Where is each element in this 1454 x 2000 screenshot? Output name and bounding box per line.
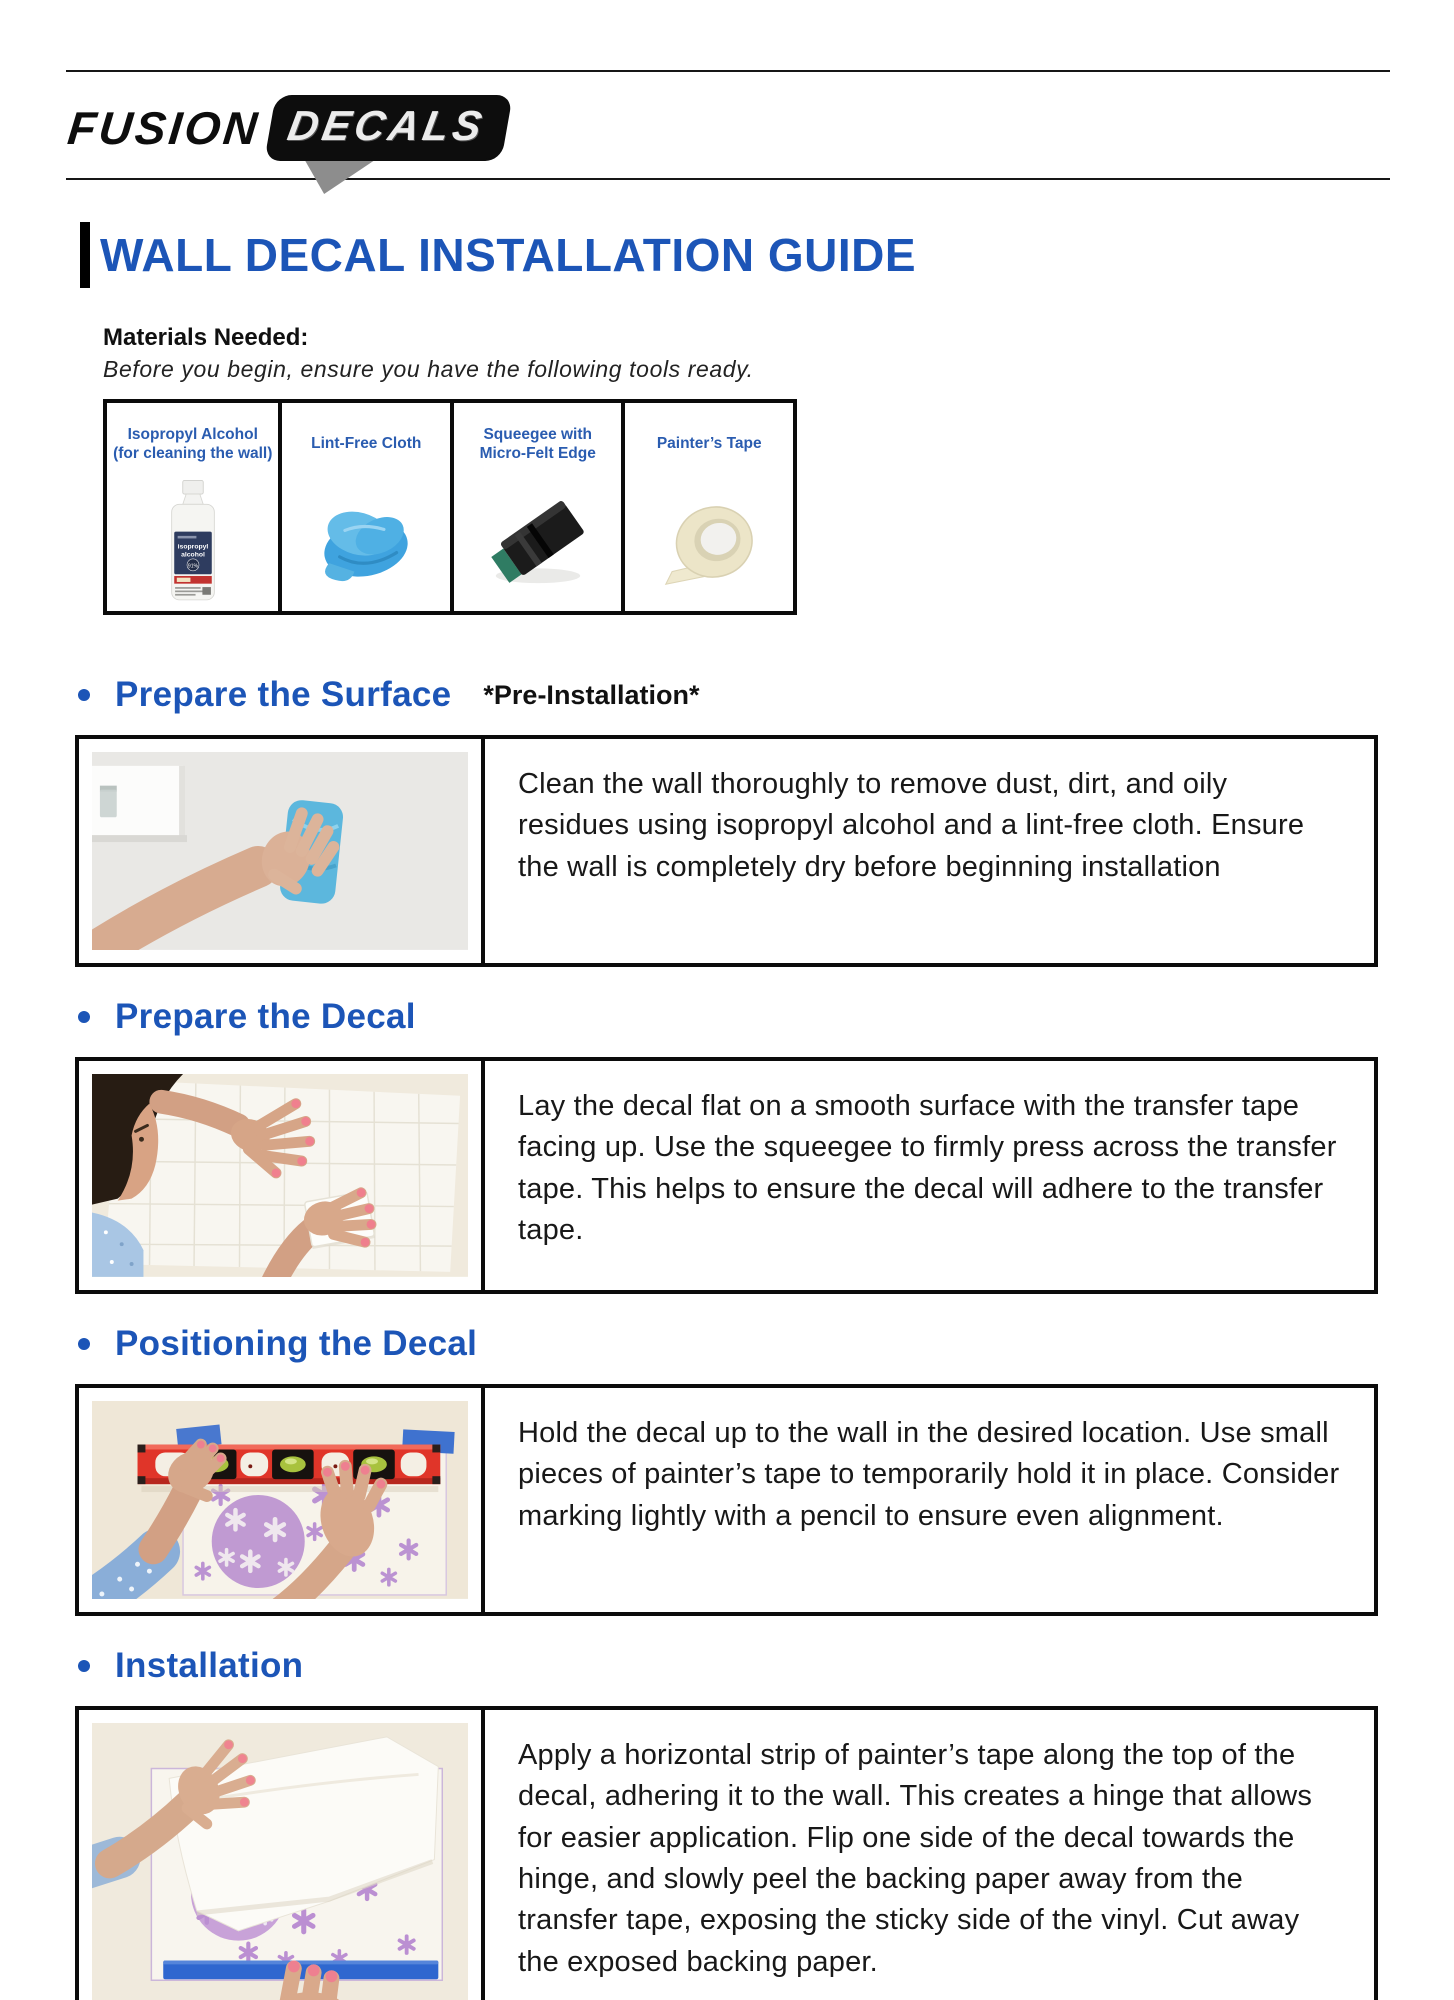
section-heading: Prepare the Decal [115,996,416,1036]
logo-divider [66,178,1390,180]
step-text: Lay the decal flat on a smooth surface with the transfer tape facing up. Use the squeegee to firmly press across the transfer tape. This helps to ensure the decal will adhere to the transfer tape. [518,1089,1337,1247]
top-divider [66,70,1390,72]
step-box-positioning [75,1384,1378,1616]
lint-free-cloth-photo [288,477,444,605]
material-cell-isopropyl [107,403,278,611]
fusion-decals-logo [66,80,1390,176]
bullet-icon [78,1338,90,1350]
materials-subheading: Before you begin, ensure you have the following tools ready. [103,356,754,382]
decal-pressing-photo [79,1061,485,1290]
material-cell-cloth [278,403,450,611]
bullet-icon [78,1011,90,1023]
section-heading: Prepare the Surface [115,675,452,714]
bullet-icon [78,689,90,701]
section-prepare-decal-heading-row [66,997,1390,1037]
section-heading: Positioning the Decal [115,1323,478,1363]
material-label: Isopropyl Alcohol (for cleaning the wall) [113,425,273,462]
svg-text:isopropyl: isopropyl [177,543,209,551]
section-installation-heading-row [66,1646,1390,1686]
section-note: *Pre-Installation* [483,679,700,710]
material-cell-squeegee [450,403,622,611]
logo-fusion-text: FUSION [65,102,263,154]
page-title: WALL DECAL INSTALLATION GUIDE [100,229,917,281]
level-alignment-photo [79,1388,485,1612]
materials-heading: Materials Needed: [103,324,309,351]
isopropyl-alcohol-photo [113,477,272,605]
wall-cleaning-photo [79,739,485,963]
title-row [66,222,1390,288]
step-text: Hold the decal up to the wall in the desired location. Use small pieces of painter’s tape to temporarily hold it in place. Consider marking lightly with a pencil to ensure even alignment. [518,1416,1340,1532]
material-cell-tape [621,403,793,611]
step-box-prepare-surface [75,735,1378,967]
bullet-icon [78,1660,90,1672]
material-label: Painter’s Tape [656,435,762,453]
section-prepare-surface-heading-row [66,675,1390,715]
step-box-prepare-decal [75,1057,1378,1294]
step-box-installation [75,1706,1378,2000]
section-heading: Installation [115,1645,304,1685]
material-label: Squeegee with Micro-Felt Edge [479,425,596,462]
painters-tape-photo [631,477,787,605]
logo-decals-badge [266,97,510,159]
step-text: Apply a horizontal strip of painter’s tape along the top of the decal, adhering it to the wall. This creates a hinge that allows for easier application. Flip one side of the decal towards the hinge, and slowly peel the backing paper away from the transfer tape, exposing the sticky side of the vinyl. Cut away the exposed backing paper. [518,1738,1313,1978]
squeegee-photo [460,477,616,605]
svg-text:91%: 91% [187,563,198,570]
backing-peel-photo [79,1710,485,2000]
material-label: Lint-Free Cloth [311,435,422,453]
svg-text:alcohol: alcohol [180,551,205,559]
step-text: Clean the wall thoroughly to remove dust, dirt, and oily residues using isopropyl alcohol and a lint-free cloth. Ensure the wall is completely dry before beginning installation [518,768,1305,883]
section-positioning-heading-row [66,1324,1390,1364]
logo-decals-text: DECALS [284,102,490,149]
materials-table [103,399,797,615]
title-accent-bar [80,222,90,288]
